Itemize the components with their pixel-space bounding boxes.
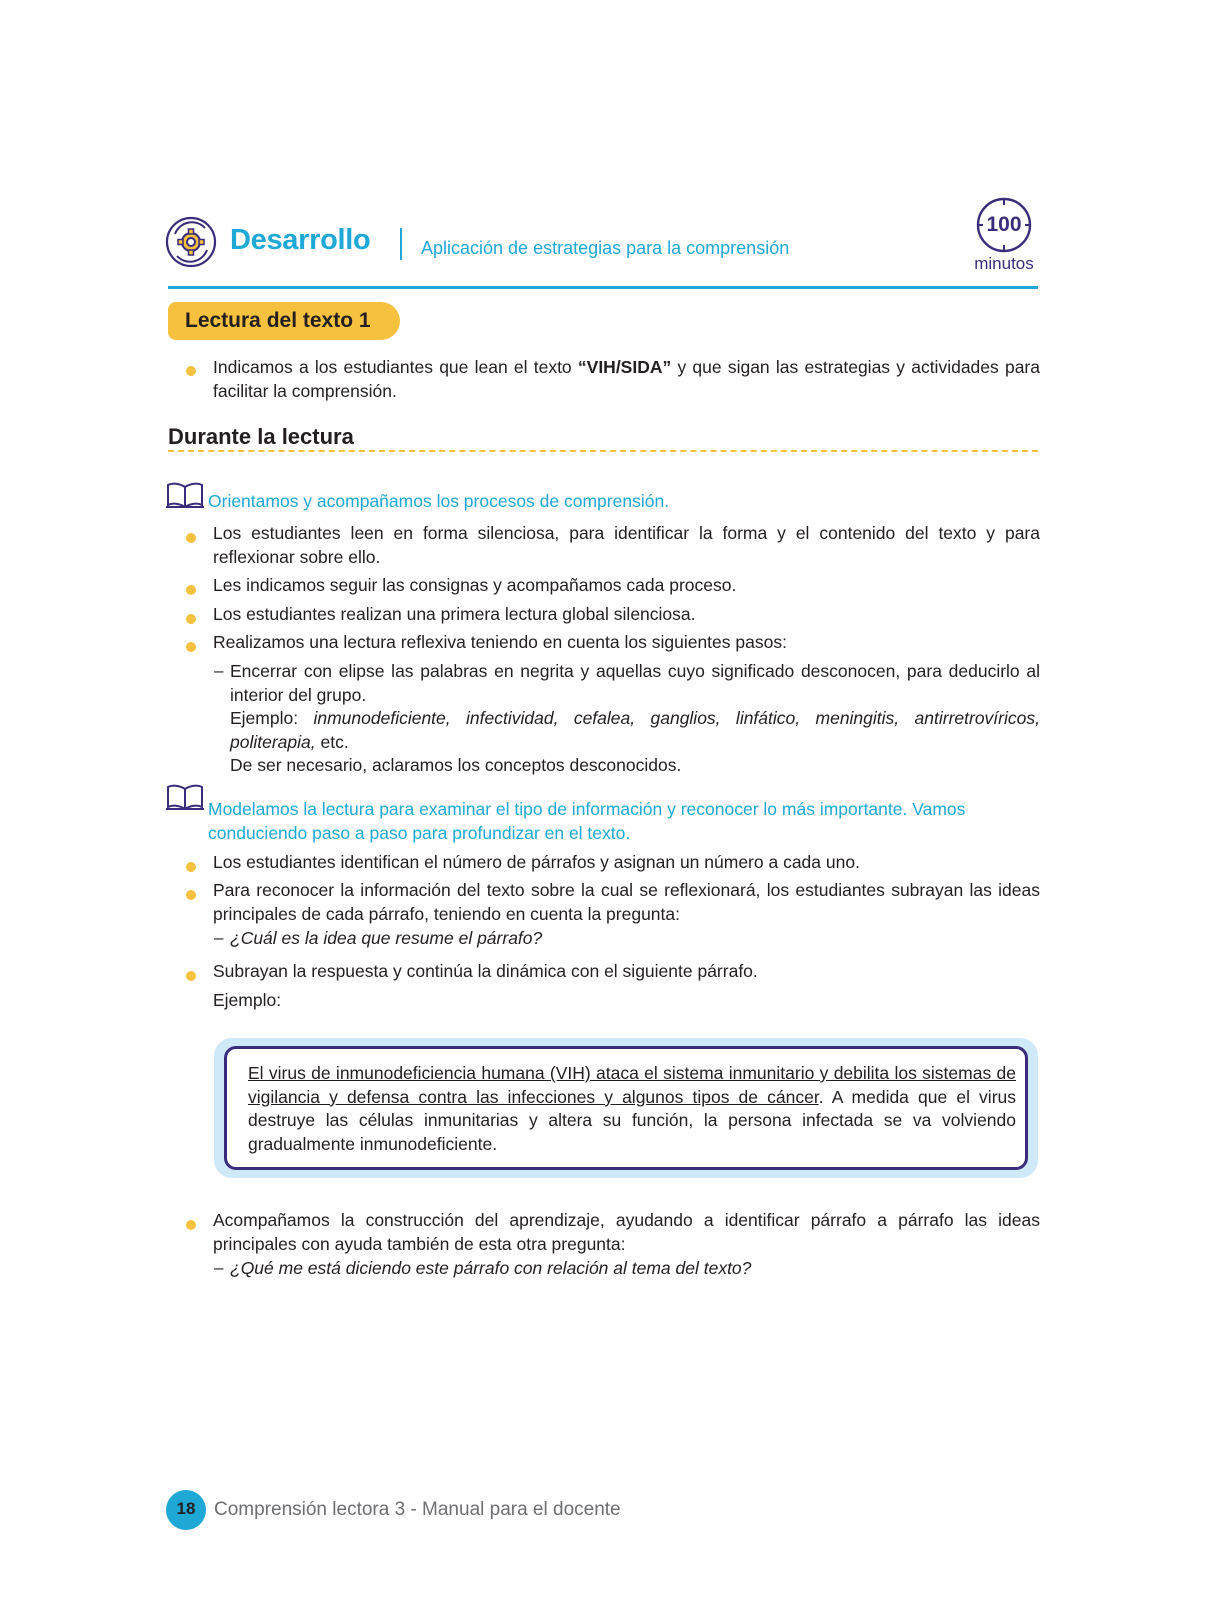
reading-tag [168, 302, 400, 340]
example-label-2: Ejemplo: [213, 990, 282, 1010]
clarify-line: De ser necesario, aclaramos los conceptos desconocidos. [230, 755, 682, 775]
list-item: Les indicamos seguir las consignas y acompañamos cada proceso. [213, 575, 737, 595]
intro-paragraph [213, 356, 1040, 403]
intro-text-title: “VIH/SIDA” [577, 357, 672, 377]
section-subtitle: Aplicación de estrategias para la comprensión [421, 238, 790, 258]
intro-text-after: y que sigan las estrategias y actividades para facilitar la comprensión. [213, 357, 1040, 401]
header-separator [400, 228, 402, 260]
bullet-icon [186, 614, 196, 624]
question-item: ¿Qué me está diciendo este párrafo con relación al tema del texto? [230, 1258, 752, 1278]
bullet-icon [186, 1220, 196, 1230]
list-item: Los estudiantes leen en forma silenciosa, para identificar la forma y el contenido del texto y para reflexionar sobre ello. [213, 523, 1040, 567]
underlined-main-idea: El virus de inmunodeficiencia humana (VIH) ataca el sistema inmunitario y debilita los sistemas de vigilancia y defensa contra las infecciones y algunos tipos de cáncer [248, 1063, 1016, 1107]
intro-text-before: Indicamos a los estudiantes que lean el texto [213, 357, 578, 377]
model-heading-text: Modelamos la lectura para examinar el tipo de información y reconocer lo más importante. Vamos conduciendo paso a paso para profundizar en el texto. [208, 799, 966, 843]
bullet-icon [186, 862, 196, 872]
page-number: 18 [176, 1499, 196, 1518]
list-item: Los estudiantes identifican el número de párrafos y asignan un número a cada uno. [213, 852, 860, 872]
reading-tag-label: Lectura del texto 1 [185, 309, 371, 332]
gear-icon [165, 216, 217, 268]
dash-marker: – [214, 1258, 224, 1277]
step-item: Encerrar con elipse las palabras en negrita y aquellas cuyo significado desconocen, para deducirlo al interior del grupo. [230, 661, 1040, 705]
section-title: Desarrollo [230, 224, 371, 256]
example-box-text [248, 1062, 1016, 1156]
dash-marker: – [214, 928, 224, 947]
bullet-icon [186, 533, 196, 543]
question-item: ¿Cuál es la idea que resume el párrafo? [230, 928, 543, 948]
page-number-badge [166, 1490, 206, 1530]
box-rest-text: . A medida que el virus destruye las células inmunitarias y altera su función, la persona infectada se va volviendo gradualmente inmunodeficiente. [248, 1086, 1017, 1154]
example-line [230, 707, 1040, 754]
list-item: Los estudiantes realizan una primera lectura global silenciosa. [213, 604, 696, 624]
bullet-icon [186, 971, 196, 981]
list-item: Subrayan la respuesta y continúa la dinámica con el siguiente párrafo. [213, 961, 758, 981]
bullet-icon [186, 890, 196, 900]
list-item: Para reconocer la información del texto sobre la cual se reflexionará, los estudiantes subrayan las ideas principales de cada párrafo, teniendo en cuenta la pregunta: [213, 880, 1040, 924]
footer-book-title: Comprensión lectora 3 - Manual para el docente [214, 1499, 621, 1520]
example-words: inmunodeficiente, infectividad, cefalea, ganglios, linfático, meningitis, antirretrovíricos, politerapia, [230, 708, 1040, 752]
example-etc: etc. [315, 731, 349, 752]
dash-marker: – [214, 661, 224, 680]
timer-unit: minutos [974, 254, 1034, 273]
bullet-icon [186, 642, 196, 652]
model-heading [208, 798, 1038, 845]
bullet-icon [186, 366, 196, 376]
list-item: Acompañamos la construcción del aprendizaje, ayudando a identificar párrafo a párrafo las ideas principales con ayuda también de esta otra pregunta: [213, 1210, 1040, 1254]
example-label: Ejemplo: [230, 708, 314, 728]
open-book-icon [166, 784, 204, 810]
dashed-divider [168, 450, 1038, 452]
orient-heading: Orientamos y acompañamos los procesos de comprensión. [208, 491, 670, 511]
bullet-icon [186, 585, 196, 595]
timer-value: 100 [986, 213, 1022, 236]
subsection-title: Durante la lectura [168, 424, 354, 449]
header-divider [168, 286, 1038, 289]
open-book-icon [166, 482, 204, 508]
list-item: Realizamos una lectura reflexiva teniendo en cuenta los siguientes pasos: [213, 632, 787, 652]
